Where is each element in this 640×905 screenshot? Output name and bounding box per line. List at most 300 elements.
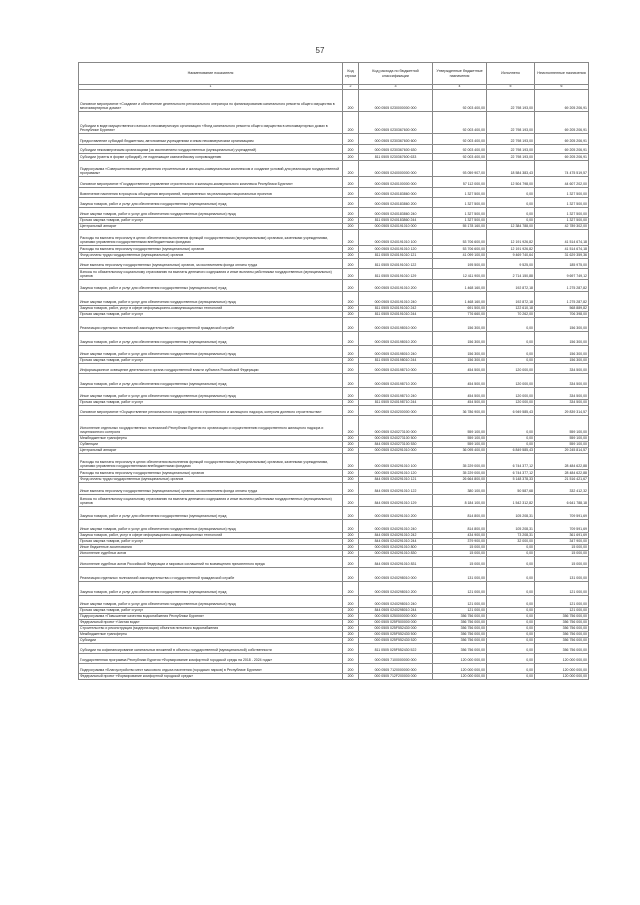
executed-amount-cell: 192 872,18 bbox=[487, 292, 535, 306]
classification-code-cell: 000 0505 0240183860 000 bbox=[359, 188, 433, 198]
remaining-amount-cell: 334 500,00 bbox=[535, 388, 589, 400]
remaining-amount-cell: 120 000 000,00 bbox=[535, 654, 589, 664]
header-executed: Исполнено bbox=[487, 63, 535, 85]
indicator-name-cell: Иные бюджетные ассигнования bbox=[79, 545, 343, 551]
page-number: 57 bbox=[315, 46, 325, 55]
row-code-cell: 200 bbox=[343, 557, 359, 568]
remaining-amount-cell: 559 100,00 bbox=[535, 416, 589, 436]
row-code-cell: 200 bbox=[343, 230, 359, 246]
remaining-amount-cell: 334 500,00 bbox=[535, 374, 589, 388]
indicator-name-cell: Субсидии bbox=[79, 638, 343, 644]
remaining-amount-cell: 74 475 519,57 bbox=[535, 161, 589, 177]
classification-code-cell: 811 0505 0240191010 121 bbox=[359, 253, 433, 259]
row-code-cell: 200 bbox=[343, 198, 359, 208]
executed-amount-cell: 0,00 bbox=[487, 442, 535, 448]
indicator-name-cell: Исполнение отдельных государственных полномочий Республики Бурятия по организации и осуществлению государственного жилищного надзора и лицензионного контроля bbox=[79, 416, 343, 436]
row-code-cell: 200 bbox=[343, 218, 359, 224]
executed-amount-cell: 0,00 bbox=[487, 638, 535, 644]
table-header-row bbox=[79, 63, 589, 85]
table-row bbox=[79, 198, 589, 208]
row-code-cell: 200 bbox=[343, 533, 359, 539]
row-code-cell: 200 bbox=[343, 90, 359, 112]
executed-amount-cell: 22 798 193,00 bbox=[487, 134, 535, 145]
executed-amount-cell: 192 872,18 bbox=[487, 280, 535, 292]
executed-amount-cell: 6 949 585,43 bbox=[487, 406, 535, 416]
executed-amount-cell: 12 191 926,82 bbox=[487, 246, 535, 253]
row-code-cell: 200 bbox=[343, 332, 359, 346]
remaining-amount-cell: 69 205 206,91 bbox=[535, 112, 589, 134]
row-code-cell: 200 bbox=[343, 346, 359, 358]
approved-amount-cell: 356 756 000,00 bbox=[433, 614, 487, 620]
approved-amount-cell: 121 000,00 bbox=[433, 608, 487, 614]
indicator-name-cell: Центральный аппарат bbox=[79, 448, 343, 454]
column-number: 2 bbox=[343, 85, 359, 90]
classification-code-cell: 000 0505 0240298010 240 bbox=[359, 596, 433, 608]
executed-amount-cell: 0,00 bbox=[487, 644, 535, 654]
row-code-cell: 200 bbox=[343, 545, 359, 551]
approved-amount-cell: 356 756 000,00 bbox=[433, 638, 487, 644]
table-row bbox=[79, 507, 589, 520]
row-code-cell: 200 bbox=[343, 188, 359, 198]
executed-amount-cell: 0,00 bbox=[487, 188, 535, 198]
approved-amount-cell: 12 411 900,00 bbox=[433, 269, 487, 280]
executed-amount-cell: 120 000,00 bbox=[487, 388, 535, 400]
indicator-name-cell: Исполнение судебных актов Российской Федерации и мировых соглашений по возмещению причиненного вреда bbox=[79, 557, 343, 568]
row-code-cell: 200 bbox=[343, 400, 359, 406]
row-code-cell: 200 bbox=[343, 364, 359, 374]
approved-amount-cell: 92 003 400,00 bbox=[433, 134, 487, 145]
approved-amount-cell: 121 000,00 bbox=[433, 596, 487, 608]
row-code-cell: 200 bbox=[343, 568, 359, 582]
approved-amount-cell: 53 706 600,00 bbox=[433, 246, 487, 253]
row-code-cell: 200 bbox=[343, 406, 359, 416]
classification-code-cell: 000 0505 7120000000 000 bbox=[359, 664, 433, 674]
row-code-cell: 200 bbox=[343, 436, 359, 442]
classification-code-cell: 811 0505 0230367600 633 bbox=[359, 154, 433, 161]
remaining-amount-cell: 568 889,82 bbox=[535, 306, 589, 312]
executed-amount-cell: 12 384 788,00 bbox=[487, 224, 535, 230]
executed-amount-cell: 0,00 bbox=[487, 416, 535, 436]
indicator-name-cell: Иные закупки товаров, работ и услуг для обеспечения государственных (муниципальных) нужд bbox=[79, 520, 343, 533]
approved-amount-cell: 776 660,00 bbox=[433, 312, 487, 318]
approved-amount-cell: 8 184 100,00 bbox=[433, 495, 487, 507]
executed-amount-cell: 0,00 bbox=[487, 568, 535, 582]
indicator-name-cell: Основное мероприятие «Создание и обеспечение деятельности регионального оператора по финансированию капитального ремонта общего имущества в многоквартирных домах» bbox=[79, 90, 343, 112]
indicator-name-cell: Иные закупки товаров, работ и услуг для обеспечения государственных (муниципальных) нужд bbox=[79, 388, 343, 400]
indicator-name-cell: Межбюджетные трансферты bbox=[79, 436, 343, 442]
executed-amount-cell: 22 798 193,00 bbox=[487, 154, 535, 161]
indicator-name-cell: Иные закупки товаров, работ и услуг для обеспечения государственных (муниципальных) нужд bbox=[79, 208, 343, 218]
classification-code-cell: 000 0505 0240191010 100 bbox=[359, 230, 433, 246]
approved-amount-cell: 120 000 000,00 bbox=[433, 674, 487, 680]
classification-code-cell: 000 0505 0240198710 000 bbox=[359, 364, 433, 374]
row-code-cell: 200 bbox=[343, 224, 359, 230]
remaining-amount-cell: 121 000,00 bbox=[535, 596, 589, 608]
remaining-amount-cell: 361 691,69 bbox=[535, 533, 589, 539]
classification-code-cell: 000 0505 0240191010 200 bbox=[359, 280, 433, 292]
classification-code-cell: 844 0505 0240291010 121 bbox=[359, 477, 433, 483]
row-code-cell: 200 bbox=[343, 416, 359, 436]
classification-code-cell: 000 0505 0240191010 000 bbox=[359, 224, 433, 230]
remaining-amount-cell: 44 607 202,00 bbox=[535, 177, 589, 188]
remaining-amount-cell: 28 484 622,88 bbox=[535, 454, 589, 470]
approved-amount-cell: 691 500,00 bbox=[433, 306, 487, 312]
remaining-amount-cell: 121 000,00 bbox=[535, 608, 589, 614]
indicator-name-cell: Основное мероприятие «Осуществление регионального государственного строительного и жилищного надзора, контроля долевого строительства» bbox=[79, 406, 343, 416]
executed-amount-cell: 0,00 bbox=[487, 654, 535, 664]
indicator-name-cell: Реализация отдельных полномочий законодательства о государственной гражданской службе bbox=[79, 318, 343, 332]
row-code-cell: 200 bbox=[343, 312, 359, 318]
approved-amount-cell: 92 003 400,00 bbox=[433, 145, 487, 154]
indicator-name-cell: Прочая закупка товаров, работ и услуг bbox=[79, 608, 343, 614]
row-code-cell: 200 bbox=[343, 470, 359, 477]
remaining-amount-cell: 1 275 287,82 bbox=[535, 280, 589, 292]
classification-code-cell: 844 0505 0240291010 242 bbox=[359, 533, 433, 539]
row-code-cell: 200 bbox=[343, 161, 359, 177]
indicator-name-cell: Прочая закупка товаров, работ и услуг bbox=[79, 539, 343, 545]
classification-code-cell: 000 0505 0240183860 200 bbox=[359, 198, 433, 208]
executed-amount-cell: 0,00 bbox=[487, 664, 535, 674]
executed-amount-cell: 18 584 383,43 bbox=[487, 161, 535, 177]
indicator-name-cell: Взносы по обязательному социальному страхованию на выплаты денежного содержания и иные выплаты работникам государственных (муниципальных) органов bbox=[79, 495, 343, 507]
remaining-amount-cell: 120 000 000,00 bbox=[535, 664, 589, 674]
approved-amount-cell: 121 000,00 bbox=[433, 582, 487, 596]
header-indicator-name: Наименование показателя bbox=[79, 63, 343, 85]
executed-amount-cell: 22 798 193,00 bbox=[487, 90, 535, 112]
executed-amount-cell: 0,00 bbox=[487, 626, 535, 632]
executed-amount-cell: 0,00 bbox=[487, 551, 535, 557]
executed-amount-cell: 0,00 bbox=[487, 545, 535, 551]
classification-code-cell: 000 0505 0230000000 000 bbox=[359, 90, 433, 112]
executed-amount-cell: 0,00 bbox=[487, 198, 535, 208]
row-code-cell: 200 bbox=[343, 208, 359, 218]
classification-code-cell: 000 0505 0240298010 000 bbox=[359, 568, 433, 582]
executed-amount-cell: 2 714 150,88 bbox=[487, 269, 535, 280]
indicator-name-cell: Закупка товаров, работ и услуг для обеспечения государственных (муниципальных) нужд bbox=[79, 582, 343, 596]
remaining-amount-cell: 69 205 206,91 bbox=[535, 134, 589, 145]
approved-amount-cell: 380 100,00 bbox=[433, 483, 487, 495]
classification-code-cell: 811 0505 0240183860 244 bbox=[359, 218, 433, 224]
approved-amount-cell: 434 900,00 bbox=[433, 533, 487, 539]
row-code-cell: 200 bbox=[343, 280, 359, 292]
table-row bbox=[79, 596, 589, 608]
approved-amount-cell: 35 229 000,00 bbox=[433, 470, 487, 477]
classification-code-cell: 844 0505 0240298010 244 bbox=[359, 608, 433, 614]
executed-amount-cell: 12 191 926,82 bbox=[487, 230, 535, 246]
remaining-amount-cell: 69 205 206,91 bbox=[535, 90, 589, 112]
table-row bbox=[79, 582, 589, 596]
table-row bbox=[79, 495, 589, 507]
remaining-amount-cell: 15 000,00 bbox=[535, 551, 589, 557]
row-code-cell: 200 bbox=[343, 638, 359, 644]
table-row bbox=[79, 454, 589, 470]
indicator-name-cell: Межбюджетные трансферты bbox=[79, 632, 343, 638]
executed-amount-cell: 6 744 377,12 bbox=[487, 454, 535, 470]
classification-code-cell: 000 0505 0240273100 000 bbox=[359, 416, 433, 436]
approved-amount-cell: 356 756 000,00 bbox=[433, 644, 487, 654]
approved-amount-cell: 36 786 900,00 bbox=[433, 406, 487, 416]
approved-amount-cell: 120 000 000,00 bbox=[433, 664, 487, 674]
remaining-amount-cell: 1 327 500,00 bbox=[535, 198, 589, 208]
executed-amount-cell: 0,00 bbox=[487, 332, 535, 346]
classification-code-cell: 811 0505 025F552430 522 bbox=[359, 644, 433, 654]
classification-code-cell: 844 0505 0240273100 530 bbox=[359, 442, 433, 448]
approved-amount-cell: 356 756 000,00 bbox=[433, 632, 487, 638]
table-row bbox=[79, 269, 589, 280]
row-code-cell: 200 bbox=[343, 374, 359, 388]
classification-code-cell: 000 0505 0240291010 830 bbox=[359, 551, 433, 557]
classification-code-cell: 000 0505 0230367600 630 bbox=[359, 145, 433, 154]
row-code-cell: 200 bbox=[343, 269, 359, 280]
row-code-cell: 200 bbox=[343, 112, 359, 134]
approved-amount-cell: 1 327 500,00 bbox=[433, 198, 487, 208]
remaining-amount-cell: 121 000,00 bbox=[535, 582, 589, 596]
classification-code-cell: 000 0505 0240291010 000 bbox=[359, 448, 433, 454]
classification-code-cell: 000 0505 0240291010 240 bbox=[359, 520, 433, 533]
classification-code-cell: 000 0505 712F200000 000 bbox=[359, 674, 433, 680]
executed-amount-cell: 9 525,00 bbox=[487, 259, 535, 269]
approved-amount-cell: 454 500,00 bbox=[433, 400, 487, 406]
approved-amount-cell: 379 900,00 bbox=[433, 539, 487, 545]
indicator-name-cell: Вовлечение населения в процессы обсуждения мероприятий, направленных на реализацию национальных проектов bbox=[79, 188, 343, 198]
row-code-cell: 200 bbox=[343, 388, 359, 400]
remaining-amount-cell: 559 100,00 bbox=[535, 436, 589, 442]
classification-code-cell: 000 0505 025F552430 000 bbox=[359, 626, 433, 632]
remaining-amount-cell: 347 900,00 bbox=[535, 539, 589, 545]
table-row bbox=[79, 654, 589, 664]
executed-amount-cell: 0,00 bbox=[487, 614, 535, 620]
executed-amount-cell: 122 610,18 bbox=[487, 306, 535, 312]
indicator-name-cell: Закупка товаров, работ и услуг для обеспечения государственных (муниципальных) нужд bbox=[79, 198, 343, 208]
classification-code-cell: 000 0505 0240198710 200 bbox=[359, 374, 433, 388]
indicator-name-cell: Федеральный проект «Формирование комфортной городской среды» bbox=[79, 674, 343, 680]
approved-amount-cell: 57 112 000,00 bbox=[433, 177, 487, 188]
executed-amount-cell: 120 000,00 bbox=[487, 374, 535, 388]
table-row bbox=[79, 318, 589, 332]
classification-code-cell: 000 0505 025F552430 520 bbox=[359, 638, 433, 644]
table-row bbox=[79, 230, 589, 246]
approved-amount-cell: 156 300,00 bbox=[433, 346, 487, 358]
indicator-name-cell: Субсидии на софинансирование капитальных вложений в объекты государственной (муниципальной) собственности bbox=[79, 644, 343, 654]
table-row bbox=[79, 134, 589, 145]
indicator-name-cell: Субсидии (гранты в форме субсидий), не подлежащие казначейскому сопровождению bbox=[79, 154, 343, 161]
executed-amount-cell: 5 148 378,33 bbox=[487, 477, 535, 483]
row-code-cell: 200 bbox=[343, 358, 359, 364]
executed-amount-cell: 120 000,00 bbox=[487, 400, 535, 406]
remaining-amount-cell: 31 629 359,36 bbox=[535, 253, 589, 259]
executed-amount-cell: 0,00 bbox=[487, 596, 535, 608]
executed-amount-cell: 0,00 bbox=[487, 436, 535, 442]
indicator-name-cell: Прочая закупка товаров, работ и услуг bbox=[79, 400, 343, 406]
header-remaining: Неисполненные назначения bbox=[535, 63, 589, 85]
row-code-cell: 200 bbox=[343, 477, 359, 483]
indicator-name-cell: Фонд оплаты труда государственных (муниципальных) органов bbox=[79, 253, 343, 259]
approved-amount-cell: 814 800,00 bbox=[433, 520, 487, 533]
executed-amount-cell: 6 744 377,12 bbox=[487, 470, 535, 477]
classification-code-cell: 811 0505 0240191010 242 bbox=[359, 306, 433, 312]
executed-amount-cell: 12 504 798,00 bbox=[487, 177, 535, 188]
indicator-name-cell: Закупка товаров, работ и услуг для обеспечения государственных (муниципальных) нужд bbox=[79, 507, 343, 520]
indicator-name-cell: Закупка товаров, работ и услуг для обеспечения государственных (муниципальных) нужд bbox=[79, 332, 343, 346]
row-code-cell: 200 bbox=[343, 448, 359, 454]
column-number: 6 bbox=[535, 85, 589, 90]
indicator-name-cell: Прочая закупка товаров, работ и услуг bbox=[79, 358, 343, 364]
classification-code-cell: 000 0505 0250000000 000 bbox=[359, 614, 433, 620]
classification-code-cell: 000 0505 0230367600 000 bbox=[359, 112, 433, 134]
table-row bbox=[79, 568, 589, 582]
classification-code-cell: 000 0505 0240291010 100 bbox=[359, 454, 433, 470]
approved-amount-cell: 35 229 000,00 bbox=[433, 454, 487, 470]
row-code-cell: 200 bbox=[343, 306, 359, 312]
approved-amount-cell: 559 100,00 bbox=[433, 442, 487, 448]
executed-amount-cell: 0,00 bbox=[487, 582, 535, 596]
executed-amount-cell: 120 000,00 bbox=[487, 364, 535, 374]
approved-amount-cell: 1 327 500,00 bbox=[433, 218, 487, 224]
row-code-cell: 200 bbox=[343, 520, 359, 533]
approved-amount-cell: 53 706 600,00 bbox=[433, 230, 487, 246]
row-code-cell: 200 bbox=[343, 253, 359, 259]
remaining-amount-cell: 356 756 000,00 bbox=[535, 644, 589, 654]
row-code-cell: 200 bbox=[343, 134, 359, 145]
indicator-name-cell: Взносы по обязательному социальному страхованию на выплаты денежного содержания и иные выплаты работникам государственных (муниципальных) органов bbox=[79, 269, 343, 280]
table-row bbox=[79, 332, 589, 346]
remaining-amount-cell: 131 000,00 bbox=[535, 568, 589, 582]
remaining-amount-cell: 1 327 500,00 bbox=[535, 188, 589, 198]
table-row bbox=[79, 188, 589, 198]
classification-code-cell: 000 0505 0240100000 000 bbox=[359, 177, 433, 188]
remaining-amount-cell: 21 516 421,67 bbox=[535, 477, 589, 483]
classification-code-cell: 000 0505 0240198010 000 bbox=[359, 318, 433, 332]
approved-amount-cell: 131 000,00 bbox=[433, 568, 487, 582]
classification-code-cell: 000 0505 0240273100 500 bbox=[359, 436, 433, 442]
row-code-cell: 200 bbox=[343, 632, 359, 638]
approved-amount-cell: 1 468 160,00 bbox=[433, 292, 487, 306]
indicator-name-cell: Расходы на выплаты персоналу в целях обеспечения выполнения функций государственными (муниципальными) органами, казенными учреждениями, органами управления государственными внебюджетными фондами bbox=[79, 454, 343, 470]
remaining-amount-cell: 42 789 302,00 bbox=[535, 224, 589, 230]
executed-amount-cell: 32 000,00 bbox=[487, 539, 535, 545]
classification-code-cell: 000 0505 7100000000 000 bbox=[359, 654, 433, 664]
classification-code-cell: 811 0505 0240191010 122 bbox=[359, 259, 433, 269]
remaining-amount-cell: 356 756 000,00 bbox=[535, 632, 589, 638]
executed-amount-cell: 50 587,68 bbox=[487, 483, 535, 495]
indicator-name-cell: Предоставление субсидий бюджетным, автономным учреждениям и иным некоммерческим организациям bbox=[79, 134, 343, 145]
remaining-amount-cell: 29 245 814,57 bbox=[535, 448, 589, 454]
remaining-amount-cell: 356 756 000,00 bbox=[535, 614, 589, 620]
remaining-amount-cell: 709 591,69 bbox=[535, 520, 589, 533]
remaining-amount-cell: 156 300,00 bbox=[535, 358, 589, 364]
row-code-cell: 200 bbox=[343, 177, 359, 188]
classification-code-cell: 844 0505 0240291010 122 bbox=[359, 483, 433, 495]
table-row bbox=[79, 280, 589, 292]
remaining-amount-cell: 334 500,00 bbox=[535, 400, 589, 406]
classification-code-cell: 000 0505 0240291010 200 bbox=[359, 507, 433, 520]
remaining-amount-cell: 185 975,00 bbox=[535, 259, 589, 269]
table-row bbox=[79, 674, 589, 680]
header-row-code: Код строки bbox=[343, 63, 359, 85]
row-code-cell: 200 bbox=[343, 614, 359, 620]
approved-amount-cell: 93 059 907,00 bbox=[433, 161, 487, 177]
classification-code-cell: 000 0505 0240298010 200 bbox=[359, 582, 433, 596]
approved-amount-cell: 356 756 000,00 bbox=[433, 626, 487, 632]
classification-code-cell: 000 0505 0240191010 120 bbox=[359, 246, 433, 253]
table-row bbox=[79, 145, 589, 154]
row-code-cell: 200 bbox=[343, 154, 359, 161]
indicator-name-cell: Расходы на выплаты персоналу государственных (муниципальных) органов bbox=[79, 246, 343, 253]
approved-amount-cell: 195 500,00 bbox=[433, 259, 487, 269]
executed-amount-cell: 70 262,00 bbox=[487, 312, 535, 318]
header-budget-classification: Код расхода по бюджетной классификации bbox=[359, 63, 433, 85]
indicator-name-cell: Государственная программа Республики Бурятия «Формирование комфортной городской среды на 2018 - 2024 годы» bbox=[79, 654, 343, 664]
row-code-cell: 200 bbox=[343, 246, 359, 253]
remaining-amount-cell: 709 591,69 bbox=[535, 507, 589, 520]
remaining-amount-cell: 356 756 000,00 bbox=[535, 626, 589, 632]
remaining-amount-cell: 15 000,00 bbox=[535, 557, 589, 568]
row-code-cell: 200 bbox=[343, 495, 359, 507]
table-row bbox=[79, 557, 589, 568]
indicator-name-cell: Подпрограмма «Совершенствование управления строительным и жилищно-коммунальным комплексом и создание условий для реализации государственной программы» bbox=[79, 161, 343, 177]
executed-amount-cell: 0,00 bbox=[487, 218, 535, 224]
remaining-amount-cell: 706 398,00 bbox=[535, 312, 589, 318]
remaining-amount-cell: 9 697 749,12 bbox=[535, 269, 589, 280]
executed-amount-cell: 0,00 bbox=[487, 557, 535, 568]
indicator-name-cell: Субвенции bbox=[79, 442, 343, 448]
column-number: 4 bbox=[433, 85, 487, 90]
classification-code-cell: 844 0505 0240291010 244 bbox=[359, 539, 433, 545]
classification-code-cell: 811 0505 0240198010 244 bbox=[359, 358, 433, 364]
remaining-amount-cell: 356 756 000,00 bbox=[535, 638, 589, 644]
executed-amount-cell: 0,00 bbox=[487, 346, 535, 358]
table-row bbox=[79, 520, 589, 533]
classification-code-cell: 844 0505 0240291010 129 bbox=[359, 495, 433, 507]
row-code-cell: 200 bbox=[343, 596, 359, 608]
approved-amount-cell: 36 095 400,00 bbox=[433, 448, 487, 454]
remaining-amount-cell: 69 205 206,91 bbox=[535, 154, 589, 161]
row-code-cell: 200 bbox=[343, 551, 359, 557]
remaining-amount-cell: 156 300,00 bbox=[535, 318, 589, 332]
table-row bbox=[79, 346, 589, 358]
executed-amount-cell: 0,00 bbox=[487, 674, 535, 680]
executed-amount-cell: 105 208,31 bbox=[487, 520, 535, 533]
row-code-cell: 200 bbox=[343, 318, 359, 332]
approved-amount-cell: 55 178 160,00 bbox=[433, 224, 487, 230]
approved-amount-cell: 15 000,00 bbox=[433, 551, 487, 557]
indicator-name-cell: Подпрограмма «Благоустройство мест массового отдыха населения (городских парков) в Республике Бурятия» bbox=[79, 664, 343, 674]
indicator-name-cell: Иные выплаты персоналу государственных (муниципальных) органов, за исключением фонда оплаты труда bbox=[79, 483, 343, 495]
remaining-amount-cell: 559 100,00 bbox=[535, 442, 589, 448]
indicator-name-cell: Закупка товаров, работ, услуг в сфере информационно-коммуникационных технологий bbox=[79, 306, 343, 312]
table-row bbox=[79, 154, 589, 161]
classification-code-cell: 000 0505 0240000000 000 bbox=[359, 161, 433, 177]
classification-code-cell: 000 0505 0240291010 120 bbox=[359, 470, 433, 477]
table-row bbox=[79, 416, 589, 436]
remaining-amount-cell: 120 000 000,00 bbox=[535, 674, 589, 680]
indicator-name-cell: Реализация отдельных полномочий законодательства о государственной гражданской службе bbox=[79, 568, 343, 582]
indicator-name-cell: Основное мероприятие «Государственное управление строительного и жилищно-коммунального комплекса Республики Бурятия» bbox=[79, 177, 343, 188]
executed-amount-cell: 0,00 bbox=[487, 620, 535, 626]
row-code-cell: 200 bbox=[343, 259, 359, 269]
remaining-amount-cell: 69 205 206,91 bbox=[535, 145, 589, 154]
classification-code-cell: 811 0505 0240191010 244 bbox=[359, 312, 433, 318]
remaining-amount-cell: 334 500,00 bbox=[535, 364, 589, 374]
row-code-cell: 200 bbox=[343, 644, 359, 654]
executed-amount-cell: 9 469 740,64 bbox=[487, 253, 535, 259]
approved-amount-cell: 15 000,00 bbox=[433, 557, 487, 568]
row-code-cell: 200 bbox=[343, 292, 359, 306]
row-code-cell: 200 bbox=[343, 442, 359, 448]
remaining-amount-cell: 1 327 500,00 bbox=[535, 218, 589, 224]
classification-code-cell: 000 0505 0240198010 200 bbox=[359, 332, 433, 346]
executed-amount-cell: 1 542 312,82 bbox=[487, 495, 535, 507]
